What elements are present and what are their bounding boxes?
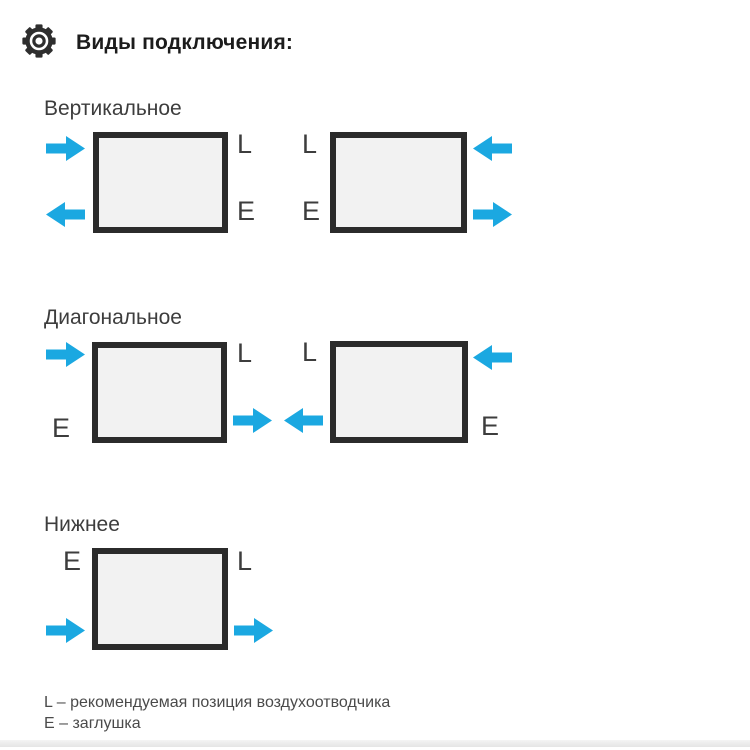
section-label-vertical: Вертикальное [44, 97, 182, 120]
flow-arrow-right-icon [234, 617, 273, 644]
flow-arrow-left-icon [473, 135, 512, 162]
section-label-bottom: Нижнее [44, 513, 120, 536]
gear-icon [20, 22, 58, 60]
section-label-diagonal: Диагональное [44, 306, 182, 329]
flow-arrow-right-icon [46, 617, 85, 644]
legend-line-e: E – заглушка [44, 715, 141, 732]
radiator-box [92, 342, 227, 443]
port-label-e: E [52, 413, 71, 443]
cropped-image-edge [0, 740, 750, 747]
flow-arrow-left-icon [46, 201, 85, 228]
flow-arrow-right-icon [233, 407, 272, 434]
port-label-l: L [302, 337, 318, 367]
port-label-e: E [237, 196, 256, 226]
port-label-l: L [302, 129, 318, 159]
flow-arrow-left-icon [284, 407, 323, 434]
flow-arrow-left-icon [473, 344, 512, 371]
flow-arrow-right-icon [473, 201, 512, 228]
radiator-box [93, 132, 228, 233]
port-label-l: L [237, 546, 253, 576]
port-label-l: L [237, 338, 253, 368]
radiator-box [92, 548, 228, 650]
port-label-e: E [302, 196, 321, 226]
port-label-e: E [63, 546, 82, 576]
page-title: Виды подключения: [76, 31, 294, 54]
flow-arrow-right-icon [46, 135, 85, 162]
flow-arrow-right-icon [46, 341, 85, 368]
port-label-l: L [237, 129, 253, 159]
port-label-e: E [481, 411, 500, 441]
radiator-box [330, 132, 467, 233]
legend-line-l: L – рекомендуемая позиция воздухоотводчика [44, 694, 391, 711]
radiator-box [330, 341, 468, 443]
